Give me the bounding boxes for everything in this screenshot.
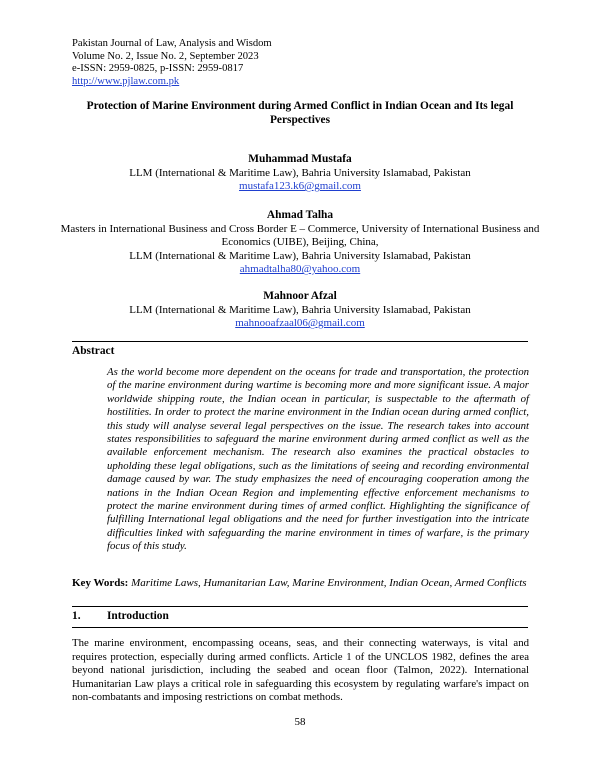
author-name: Muhammad Mustafa bbox=[248, 153, 352, 165]
author-affiliation: LLM (International & Maritime Law), Bahria University Islamabad, Pakistan bbox=[129, 249, 471, 262]
author-email-link[interactable]: ahmadtalha80@yahoo.com bbox=[239, 263, 361, 276]
author-affiliation: Masters in International Business and Cross Border E – Commerce, University of International Business and Economics (UIBE), Beijing, China, bbox=[60, 222, 540, 249]
author-1 bbox=[60, 153, 540, 194]
abstract-heading: Abstract bbox=[72, 345, 115, 357]
author-3 bbox=[60, 290, 540, 331]
journal-header bbox=[72, 38, 272, 88]
intro-number: 1. bbox=[72, 610, 81, 622]
paper-title: Protection of Marine Environment during Armed Conflict in Indian Ocean and Its legal Perspectives bbox=[86, 100, 514, 126]
divider bbox=[72, 606, 528, 607]
journal-url-link[interactable]: http://www.pjlaw.com.pk bbox=[72, 75, 180, 87]
divider bbox=[72, 627, 528, 628]
intro-text: The marine environment, encompassing oceans, seas, and their connecting waterways, is vital and requires protection, especially during armed conflicts. Article 1 of the UNCLOS 1982, defines the area beyond national jurisdiction, including the seabed and ocean floor (Talmon, 2022). International Humanitarian Law plays a critical role in safeguarding this ecosystem by regulating warfare's impact on non-combatants and imposing restrictions on combat methods. bbox=[72, 637, 529, 704]
abstract-text: As the world become more dependent on the oceans for trade and transportation, the protection of the marine environment during wartime is becoming more and more significant issue. A major worldwide shipping route, the Indian ocean in particular, is suspectable to the aftermath of hostilities. In order to protect the marine environment in the Indian ocean during armed conflict, this study will analyse several legal perspectives on the issue. The research takes into account states responsibilities to safeguard the marine environment during armed conflict as well as the available enforcement mechanism. The research also examines the practical obstacles to upholding these legal obligations, such as the limitations of seeing and recording environmental damage caused by war. The study emphasizes the need of encouraging cooperation among the nations in the Indian Ocean Region and implementing effective enforcement mechanisms to protect the marine environment during times of armed conflict. Highlighting the significance of fulfilling International legal obligations and the need for further investigation into the intricate difficulties linked with safeguarding the marine environment in times of warfare, is the primary focus of this study. bbox=[107, 366, 529, 553]
page-number: 58 bbox=[294, 716, 306, 728]
journal-volume: Volume No. 2, Issue No. 2, September 2023 bbox=[72, 50, 259, 62]
journal-issn: e-ISSN: 2959-0825, p-ISSN: 2959-0817 bbox=[72, 63, 244, 75]
keywords-label: Key Words: bbox=[72, 577, 129, 589]
journal-name: Pakistan Journal of Law, Analysis and Wisdom bbox=[72, 38, 272, 49]
divider bbox=[72, 341, 528, 342]
keywords-text: Maritime Laws, Humanitarian Law, Marine Environment, Indian Ocean, Armed Conflicts bbox=[131, 577, 527, 589]
author-email-link[interactable]: mustafa123.k6@gmail.com bbox=[239, 180, 361, 193]
author-affiliation: LLM (International & Maritime Law), Bahria University Islamabad, Pakistan bbox=[129, 166, 471, 179]
author-affiliation: LLM (International & Maritime Law), Bahria University Islamabad, Pakistan bbox=[129, 303, 471, 316]
keywords bbox=[72, 577, 530, 591]
intro-heading: Introduction bbox=[107, 610, 169, 622]
author-name: Ahmad Talha bbox=[266, 209, 334, 221]
author-name: Mahnoor Afzal bbox=[263, 290, 337, 302]
author-2 bbox=[60, 209, 540, 277]
author-email-link[interactable]: mahnooafzaal06@gmail.com bbox=[235, 317, 365, 330]
